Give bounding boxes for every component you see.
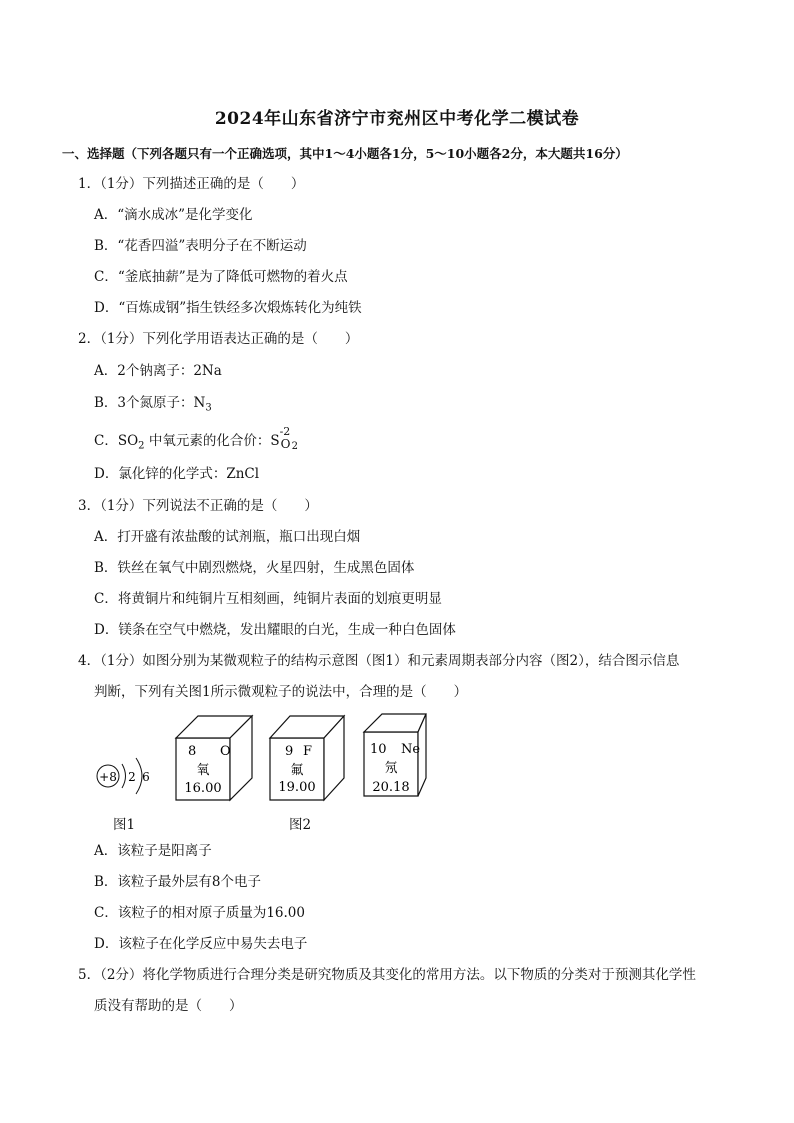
question-1-option-c: C．“釜底抽薪”是为了降低可燃物的着火点 bbox=[94, 269, 348, 285]
electron-shell-2 bbox=[136, 758, 142, 794]
question-3-option-c: C．将黄铜片和纯铜片互相刻画，纯铜片表面的划痕更明显 bbox=[94, 591, 442, 607]
element-cube-fluorine bbox=[270, 716, 344, 800]
question-2-option-c-o-subscript: 2 bbox=[291, 440, 298, 452]
element-number: 10 bbox=[370, 742, 387, 757]
page-title: 2024年山东省济宁市兖州区中考化学二模试卷 bbox=[214, 109, 580, 129]
question-1-option-d: D．“百炼成钢”指生铁经多次煅炼转化为纯铁 bbox=[94, 300, 362, 316]
question-4-stem-continued: 判断，下列有关图1所示微观粒子的说法中，合理的是（ ） bbox=[94, 684, 468, 700]
element-symbol: F bbox=[303, 744, 313, 759]
question-3-stem: 3．（1分）下列说法不正确的是（ ） bbox=[78, 498, 318, 514]
element-symbol: Ne bbox=[401, 742, 421, 757]
question-2-option-b-text: B．3个氮原子：N bbox=[94, 395, 206, 411]
element-cube-neon bbox=[364, 714, 426, 796]
question-2-option-a: A．2个钠离子：2Na bbox=[94, 363, 222, 379]
element-name: 氧 bbox=[196, 763, 210, 778]
question-4-option-d: D．该粒子在化学反应中易失去电子 bbox=[94, 936, 308, 952]
periodic-table-cubes bbox=[170, 710, 430, 805]
element-mass: 19.00 bbox=[278, 780, 316, 795]
question-4-option-c: C．该粒子的相对原子质量为16.00 bbox=[94, 905, 305, 921]
figure-1-label: 图1 bbox=[113, 817, 136, 833]
figure-2-label: 图2 bbox=[289, 817, 312, 833]
element-number: 8 bbox=[188, 744, 197, 759]
valence-oxygen: O bbox=[280, 437, 291, 451]
question-3-option-a: A．打开盛有浓盐酸的试剂瓶，瓶口出现白烟 bbox=[94, 529, 361, 545]
question-2-option-b-subscript: 3 bbox=[205, 402, 212, 414]
atom-structure-diagram bbox=[92, 754, 162, 814]
question-5-stem: 5．（2分）将化学物质进行合理分类是研究物质及其变化的常用方法。以下物质的分类对于预测其化学性 bbox=[78, 967, 696, 983]
question-2-option-b bbox=[94, 394, 212, 418]
question-4-option-a: A．该粒子是阳离子 bbox=[94, 843, 212, 859]
question-1-option-b: B．“花香四溢”表明分子在不断运动 bbox=[94, 238, 307, 254]
question-2-option-c-so-subscript: 2 bbox=[138, 440, 145, 452]
question-2-option-c bbox=[94, 425, 298, 456]
element-mass: 16.00 bbox=[184, 781, 222, 796]
electron-shell-1 bbox=[122, 764, 126, 788]
question-4-stem: 4．（1分）如图分别为某微观粒子的结构示意图（图1）和元素周期表部分内容（图2），结合图示信息 bbox=[78, 653, 680, 669]
question-1-stem: 1．（1分）下列描述正确的是（ ） bbox=[78, 176, 305, 192]
section-heading: 一、选择题（下列各题只有一个正确选项，其中1～4小题各1分，5～10小题各2分，本大题共16分） bbox=[62, 146, 628, 161]
question-2-stem: 2．（1分）下列化学用语表达正确的是（ ） bbox=[78, 331, 359, 347]
question-1-option-a: A．“滴水成冰”是化学变化 bbox=[94, 207, 253, 223]
question-2-option-c-mid: 中氧元素的化合价：S bbox=[144, 433, 280, 449]
element-name: 氖 bbox=[384, 761, 398, 776]
element-number: 9 bbox=[285, 744, 294, 759]
question-2-option-c-prefix: C．SO bbox=[94, 433, 139, 449]
nucleus-charge: +8 bbox=[99, 770, 117, 784]
valence-charge: -2 bbox=[279, 425, 291, 438]
element-symbol: O bbox=[220, 744, 231, 759]
question-5-stem-continued: 质没有帮助的是（ ） bbox=[94, 998, 243, 1014]
shell-2-electrons: 6 bbox=[142, 770, 150, 784]
question-4-option-b: B．该粒子最外层有8个电子 bbox=[94, 874, 262, 890]
element-name: 氟 bbox=[290, 763, 304, 778]
shell-1-electrons: 2 bbox=[128, 770, 136, 784]
question-3-option-b: B．铁丝在氧气中剧烈燃烧，火星四射，生成黑色固体 bbox=[94, 560, 415, 576]
question-2-option-d: D．氯化锌的化学式：ZnCl bbox=[94, 466, 260, 482]
element-cube-oxygen bbox=[176, 716, 252, 800]
element-mass: 20.18 bbox=[372, 780, 410, 795]
question-3-option-d: D．镁条在空气中燃烧，发出耀眼的白光，生成一种白色固体 bbox=[94, 622, 456, 638]
